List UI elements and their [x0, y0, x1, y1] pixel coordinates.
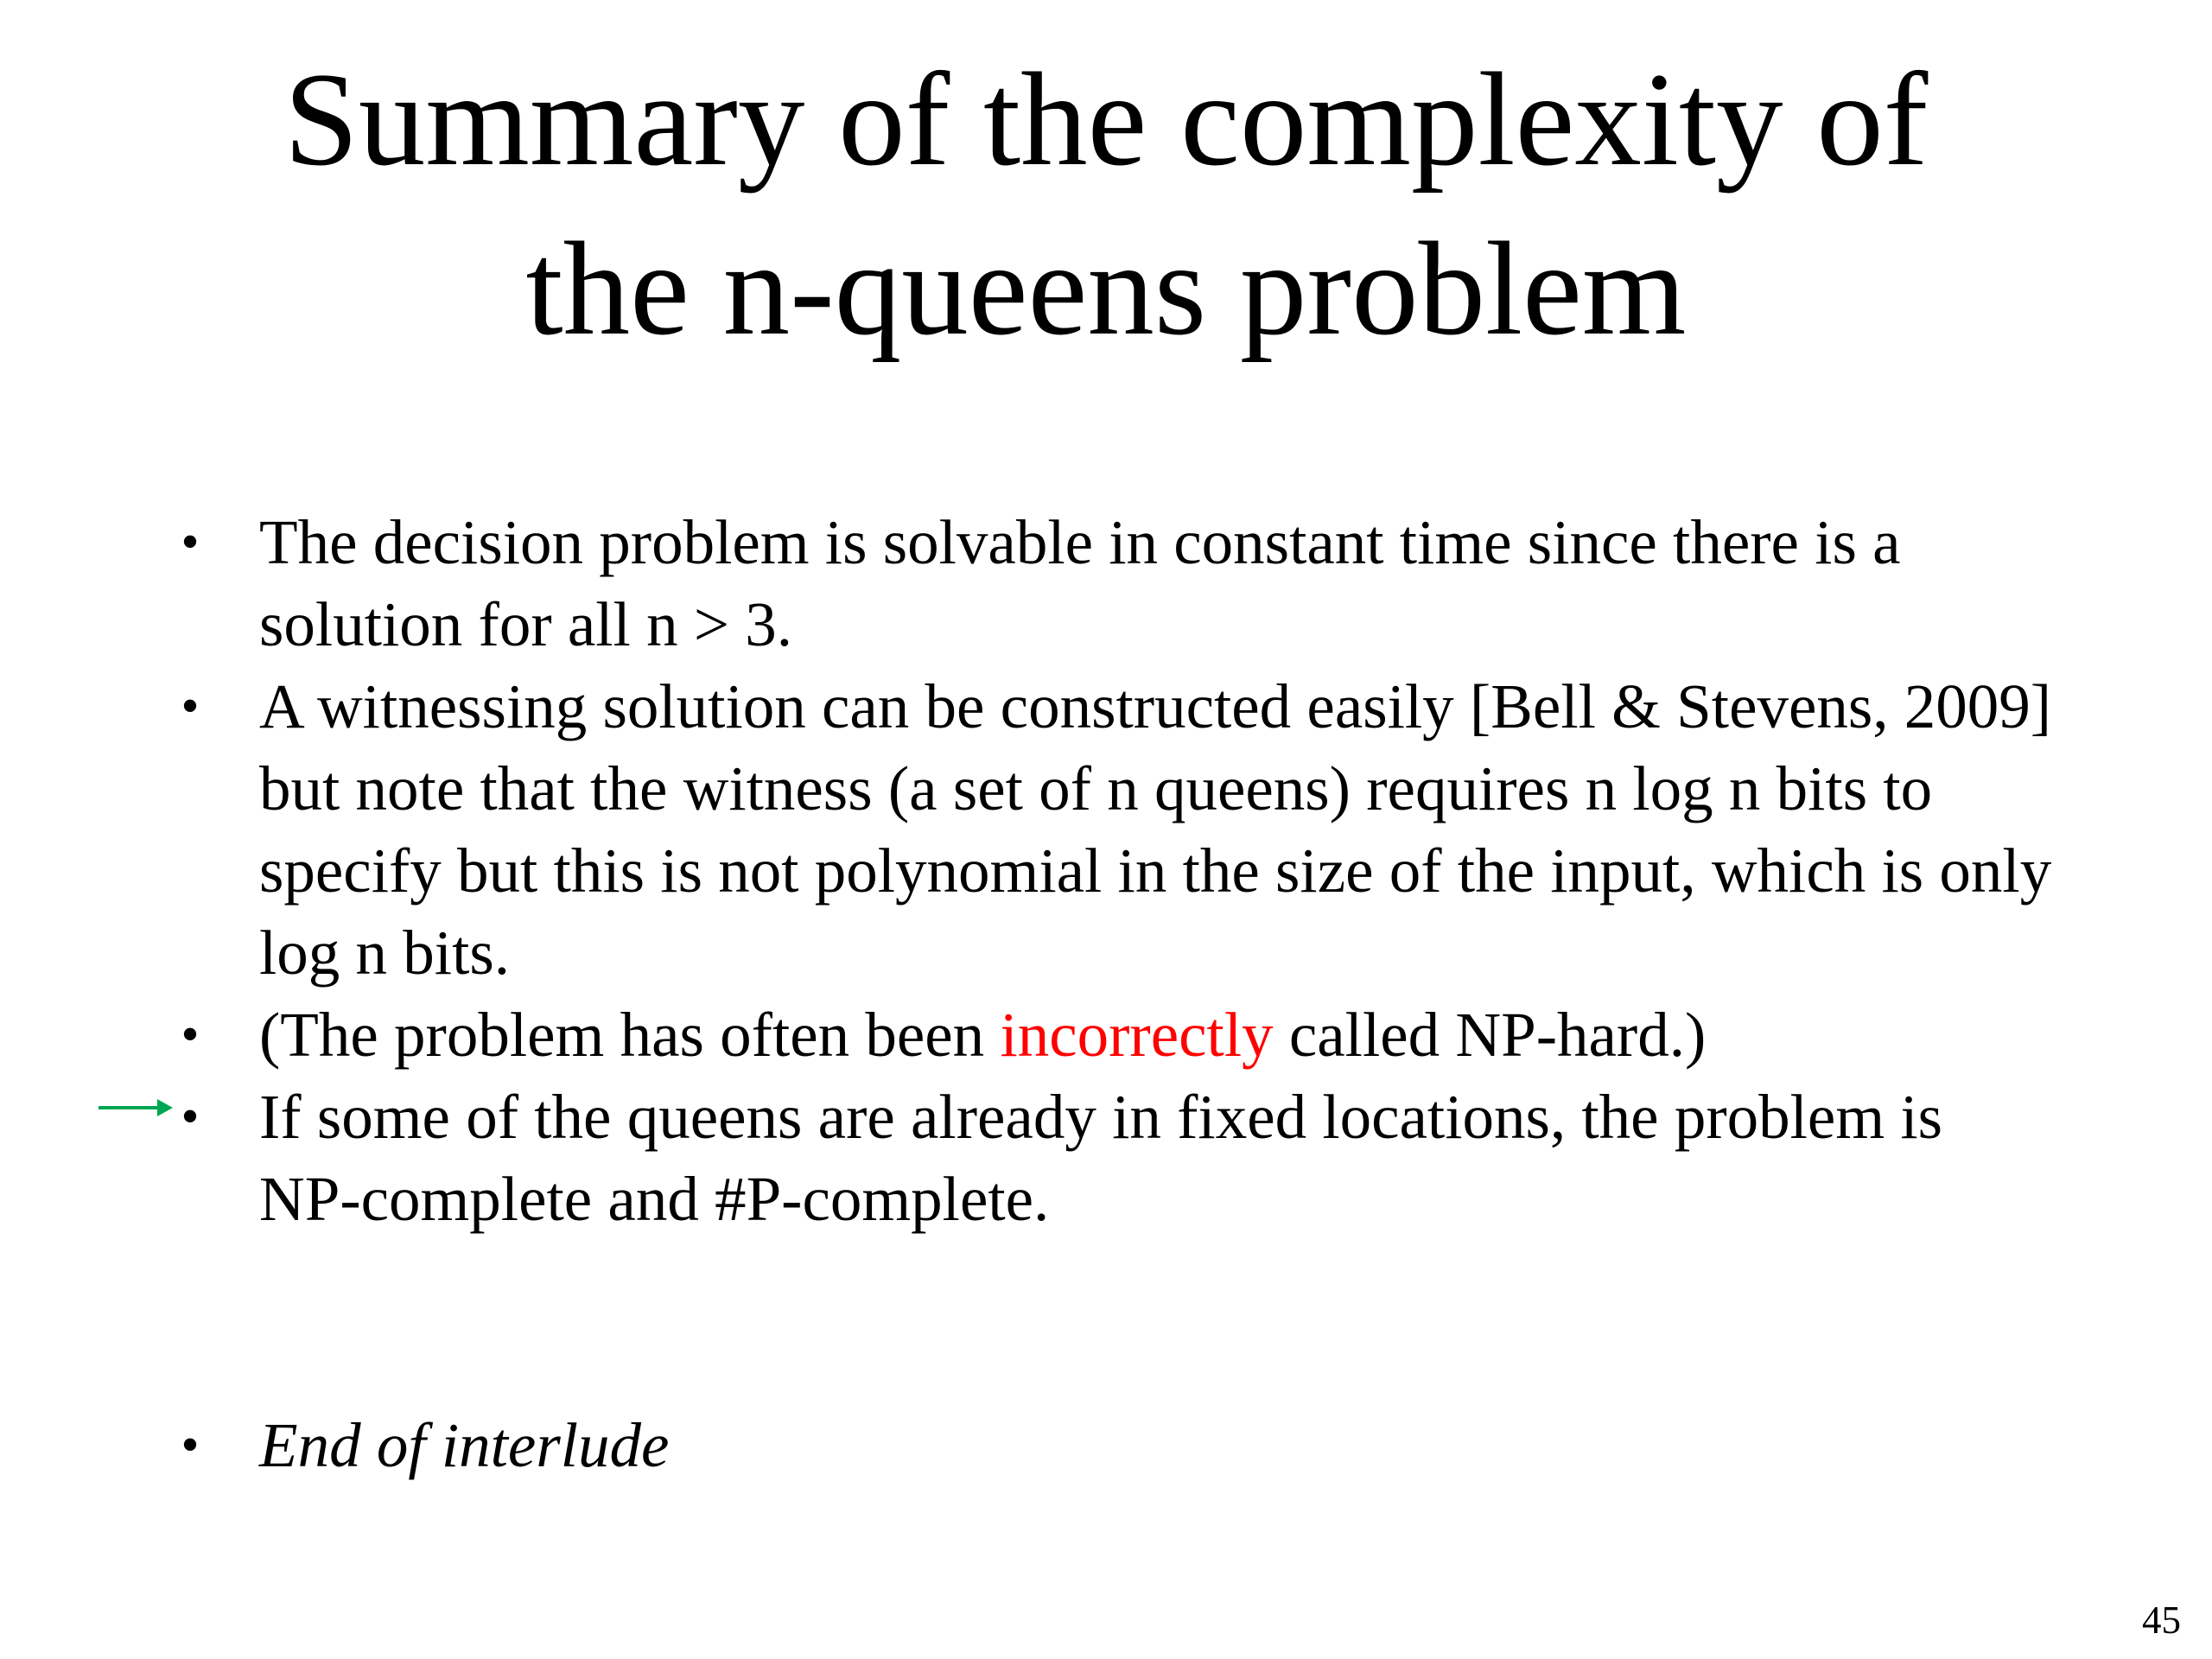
title-line-2: the n-queens problem: [525, 214, 1687, 363]
bullet-spacer: [0, 1240, 2212, 1404]
bullet-dot: •: [181, 513, 200, 570]
bullet-dot: •: [181, 1416, 200, 1473]
bullet-item-witness: [0, 665, 2056, 994]
bullet-item-fixed-queens: [0, 1076, 2056, 1240]
bullet-dot: •: [181, 677, 200, 734]
bullet-text-before: (The problem has often been: [259, 1000, 1001, 1070]
bullet-text-after: called NP-hard.): [1273, 1000, 1707, 1070]
bullet-dot: •: [181, 1006, 200, 1063]
emphasis-word: incorrectly: [1000, 1000, 1274, 1070]
bullet-item-np-hard: [0, 994, 2056, 1076]
page-number: 45: [2142, 1599, 2181, 1642]
bullet-text: If some of the queens are already in fixed locations, the problem is NP-complete and #P-complete.: [259, 1082, 1943, 1234]
title-line-1: Summary of the complexity of: [283, 45, 1929, 194]
bullet-list: [0, 501, 2212, 1486]
bullet-item-decision: [0, 501, 2056, 665]
bullet-dot: •: [181, 1088, 200, 1145]
bullet-text: End of interlude: [259, 1410, 670, 1480]
bullet-item-end: [0, 1404, 2056, 1486]
slide-title: [0, 35, 2212, 373]
bullet-text: The decision problem is solvable in constant time since there is a solution for all n > 3.: [259, 507, 1901, 659]
bullet-text: A witnessing solution can be constructed easily [Bell & Stevens, 2009] but note that the witness (a set of n queens) requires n log n bits to specify but this is not polynomial in the size of the input, which is only log n bits.: [259, 671, 2052, 988]
